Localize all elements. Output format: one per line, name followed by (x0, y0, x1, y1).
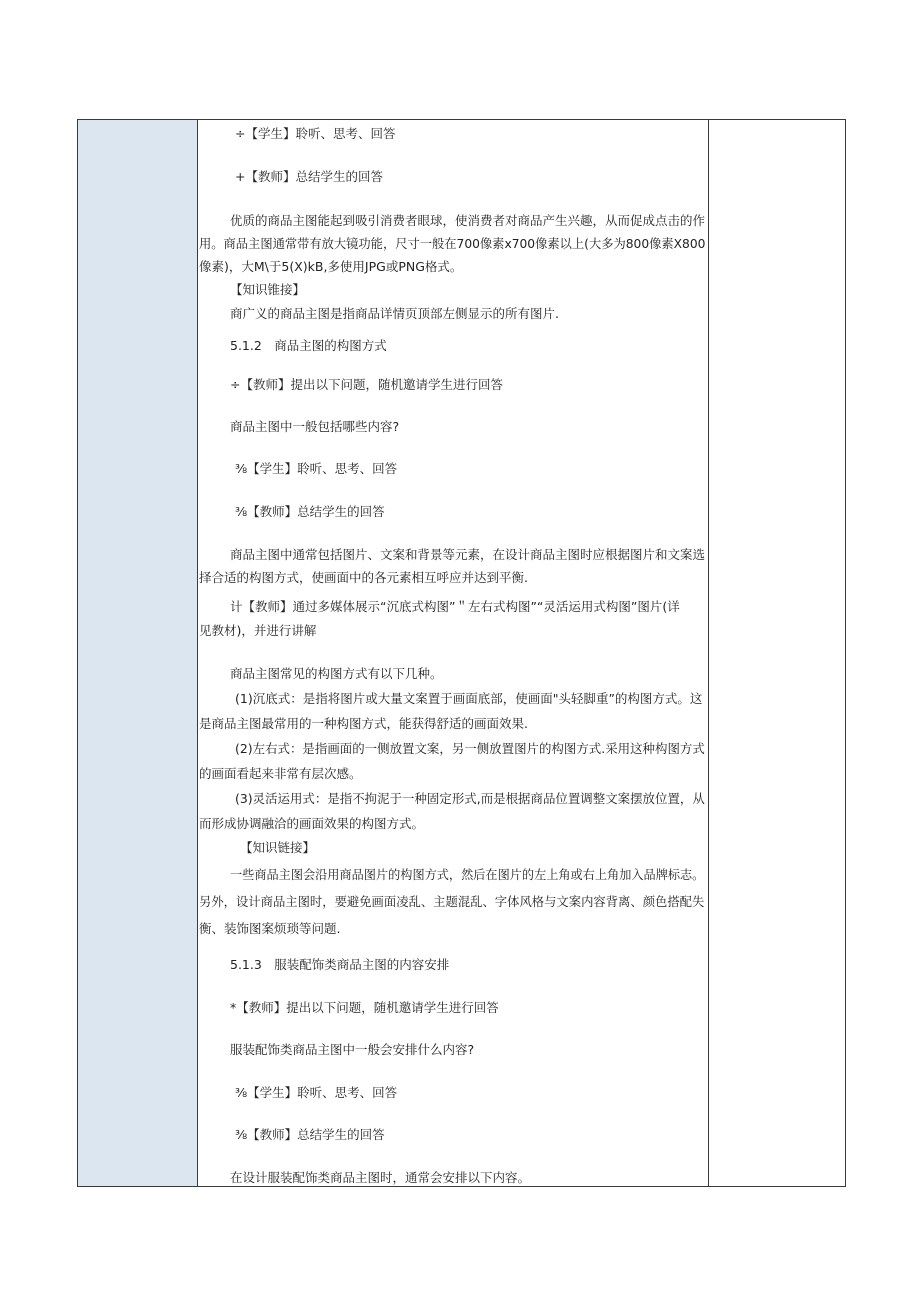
teacher-summary-line: +【教师】总结学生的回答 (235, 169, 383, 184)
paragraph-line: 衡、装饰图案烦琐等问题. (199, 921, 341, 936)
student-response-line: ÷【学生】聆听、思考、回答 (235, 126, 396, 141)
list-item-line: 的画面看起来非常有层次感。 (199, 766, 362, 781)
paragraph-line: 择合适的构图方式，使画面中的各元素相互呼应并达到平衡. (199, 570, 528, 585)
teacher-demo-line: 见教材)，并进行讲解 (199, 623, 317, 638)
teacher-question-line: ÷【教师】提出以下问题，随机邀请学生进行回答 (230, 377, 503, 392)
knowledge-link-heading: 【知识锥接】 (230, 282, 306, 297)
list-item-line: (1)沉底式：是指将图片或大量文案置于画面底部，使画面"头轻脚重”的构图方式。这 (235, 691, 703, 706)
paragraph-line: 商广义的商品主图是指商品详情页顶部左侧显示的所有图片. (230, 306, 559, 321)
list-item-line: (3)灵活运用式：是指不拘泥于一种固定形式,而是根据商品位置调整文案摆放位置，从 (235, 791, 705, 806)
section-heading: 5.1.3 服装配饰类商品主图的内容安排 (230, 957, 450, 972)
right-column-cell (708, 120, 846, 1186)
paragraph-line: 商品主图常见的构图方式有以下几种。 (230, 666, 443, 681)
paragraph-line: 优质的商品主图能起到吸引消费者眼球，使消费者对商品产生兴趣，从而促成点击的作 (230, 213, 706, 228)
list-item-line: 是商品主图最常用的一种构图方式，能获得舒适的画面效果. (199, 716, 528, 731)
teacher-summary-line: ⅜【教师】总结学生的回答 (235, 1127, 385, 1142)
student-response-line: ⅜【学生】聆听、思考、回答 (235, 461, 398, 476)
left-column-cell (78, 120, 198, 1186)
paragraph-line: 一些商品主图会沿用商品图片的构图方式，然后在图片的左上角或右上角加入品牌标志。 (230, 867, 705, 882)
question-line: 商品主图中一般包括哪些内容? (230, 419, 400, 434)
section-heading: 5.1.2 商品主图的构图方式 (230, 338, 387, 353)
paragraph-line: 商品主图中通常包括图片、文案和背景等元素，在设计商品主图时应根据图片和文案选 (230, 547, 706, 562)
teacher-question-line: *【教师】提出以下问题，随机邀请学生进行回答 (230, 1000, 499, 1015)
paragraph-line: 在设计服装配饰类商品主图时，通常会安排以下内容。 (230, 1170, 531, 1185)
knowledge-link-heading: 【知识链接】 (240, 840, 316, 855)
paragraph-line: 另外，设计商品主图时，要避免画面凌乱、主题混乱、字体风格与文案内容背离、颜色搭配失 (199, 894, 705, 909)
lesson-table (77, 119, 846, 1187)
teacher-demo-line: 计【教师】通过多媒体展示“沉底式构图”＂左右式构图”“灵活运用式构图”图片(详 (230, 599, 680, 614)
question-line: 服装配饰类商品主图中一般会安排什么内容? (230, 1042, 475, 1057)
list-item-line: 而形成协调融洽的画面效果的构图方式。 (199, 816, 425, 831)
list-item-line: (2)左右式：是指画面的一侧放置文案，另一侧放置图片的构图方式.采用这种构图方式 (235, 741, 705, 756)
main-content-cell (199, 120, 707, 1186)
paragraph-line: 像素)，大M\于5(X)kB,多使用JPG或PNG格式。 (199, 259, 463, 274)
student-response-line: ⅜【学生】聆听、思考、回答 (235, 1085, 398, 1100)
teacher-summary-line: ⅜【教师】总结学生的回答 (235, 504, 385, 519)
paragraph-line: 用。商品主图通常带有放大镜功能，尺寸一般在700像素x700像素以上(大多为800像素X800 (199, 236, 706, 251)
